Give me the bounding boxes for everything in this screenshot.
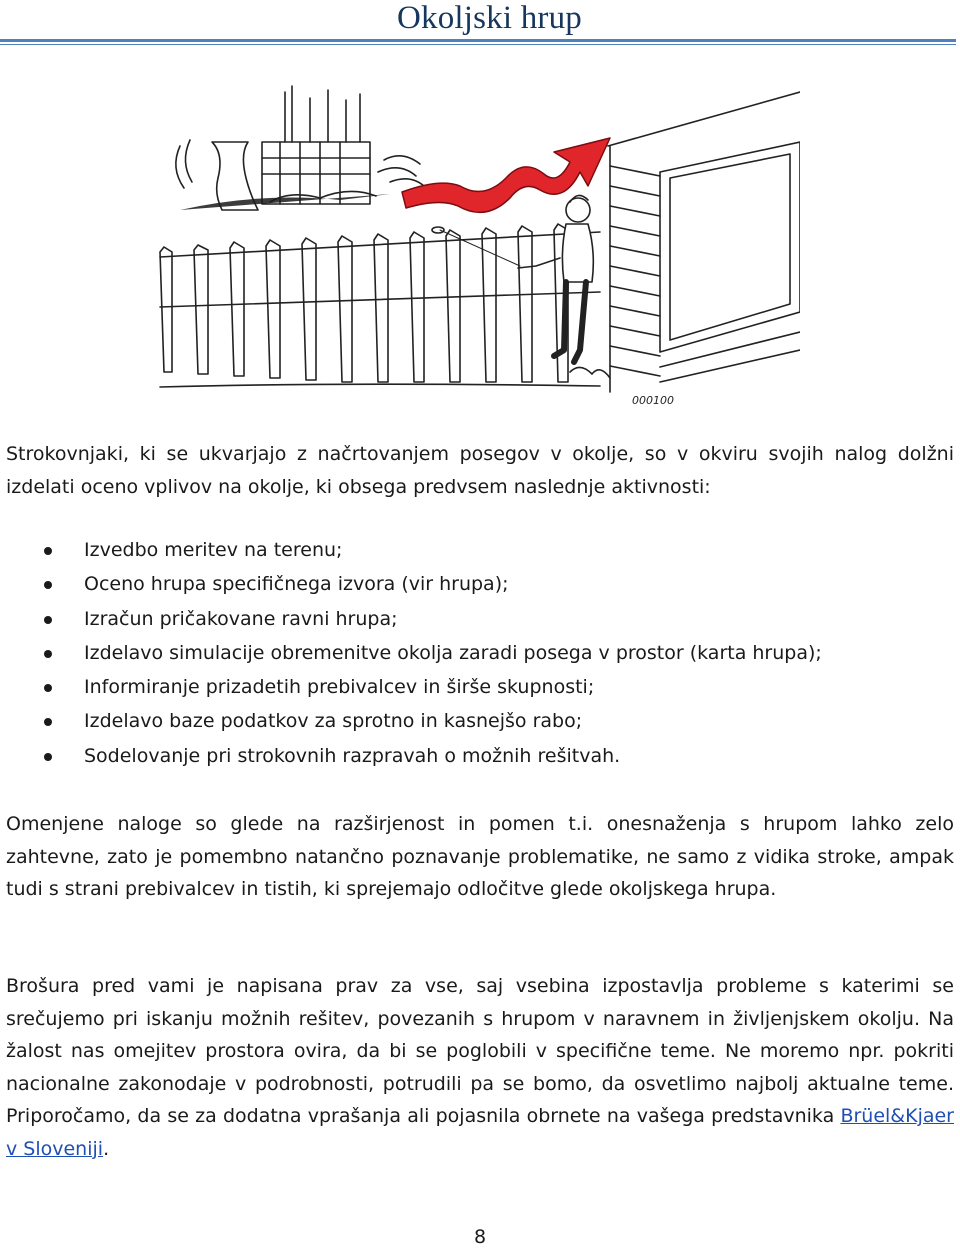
noise-illustration [140, 82, 800, 412]
noise-arrow-icon [402, 138, 610, 212]
activities-list [38, 533, 822, 773]
intro-paragraph: Strokovnjaki, ki se ukvarjajo z načrtovanjem posegov v okolje, so v okviru svojih nalog dolžni izdelati oceno vplivov na okolje, ki obsega predvsem naslednje aktivnosti: [6, 443, 954, 498]
paragraph-brochure-text: Brošura pred vami je napisana prav za vse, saj vsebina izpostavlja probleme s katerimi se srečujemo pri iskanju možnih rešitev, povezanih s hrupom v naravnem in življenjskem okolju. Na žalost nas omejitev prostora ovira, da bi se poglobili v specifične teme. Ne moremo npr. pokriti nacionalne zakonodaje v podrobnosti, potrudili pa se bomo, da osvetlimo najbolj aktualne teme. Priporočamo, da se za dodatna vprašanja ali pojasnila obrnete na vašega predstavnika [6, 975, 954, 1127]
list-item: Izvedbo meritev na terenu; [38, 533, 822, 567]
house-wall [608, 92, 800, 392]
person-figure [432, 195, 593, 362]
bullet-dot-icon [44, 650, 52, 658]
page-header [0, 0, 960, 44]
paragraph-brochure-end: . [103, 1137, 110, 1160]
factory [262, 86, 376, 204]
header-rule-thick [0, 39, 956, 42]
fence [160, 224, 600, 382]
paragraph-brochure [6, 970, 954, 1165]
list-item: Izračun pričakovane ravni hrupa; [38, 602, 822, 636]
bullet-dot-icon [44, 753, 52, 761]
bullet-dot-icon [44, 547, 52, 555]
list-item: Izdelavo simulacije obremenitve okolja zaradi posega v prostor (karta hrupa); [38, 636, 822, 670]
header-rule-thin [0, 44, 956, 45]
page-title: Okoljski hrup [396, 0, 582, 36]
bullet-dot-icon [44, 684, 52, 692]
bullet-dot-icon [44, 616, 52, 624]
list-item: Sodelovanje pri strokovnih razpravah o možnih rešitvah. [38, 739, 822, 773]
illustration-code: 000100 [632, 394, 674, 407]
bullet-dot-icon [44, 718, 52, 726]
bullet-dot-icon [44, 581, 52, 589]
page-number: 8 [473, 1226, 487, 1248]
list-item: Izdelavo baze podatkov za sprotno in kasnejšo rabo; [38, 704, 822, 738]
paragraph-importance: Omenjene naloge so glede na razširjenost in pomen t.i. onesnaženja s hrupom lahko zelo zahtevne, zato je pomembno natančno poznavanje problematike, ne samo z vidika stroke, ampak tudi s strani prebivalcev in tistih, ki sprejemajo odločitve glede okoljskega hrupa. [6, 813, 954, 900]
bruel-kjaer-link[interactable]: Brüel&Kjaer v Sloveniji [6, 1105, 954, 1160]
list-item: Oceno hrupa specifičnega izvora (vir hrupa); [38, 567, 822, 601]
list-item: Informiranje prizadetih prebivalcev in širše skupnosti; [38, 670, 822, 704]
